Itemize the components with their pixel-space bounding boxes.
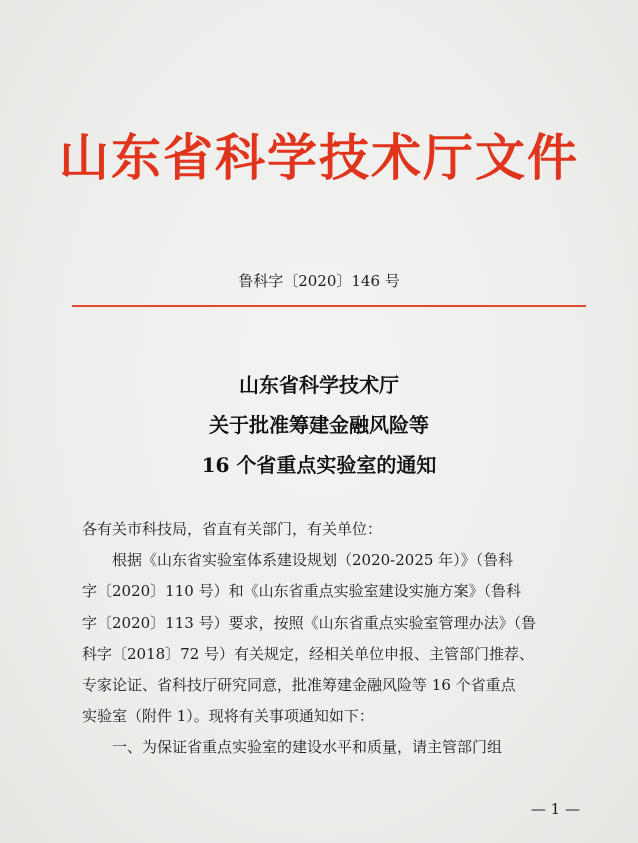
salutation: 各有关市科技局，省直有关部门，有关单位： (82, 520, 383, 538)
notice-title (0, 365, 638, 485)
page-number: — 1 — (530, 800, 580, 818)
red-separator-rule (72, 305, 586, 307)
body-line: 科字〔2018〕72 号）有关规定，经相关单位申报、主管部门推荐、 (82, 644, 535, 663)
title-line: 山东省科学技术厅 (239, 373, 399, 397)
body-line: 字〔2020〕110 号）和《山东省重点实验室建设实施方案》（鲁科 (82, 582, 522, 601)
body-line: 一、为保证省重点实验室的建设水平和质量，请主管部门组 (112, 738, 503, 757)
body-line: 专家论证、省科技厅研究同意，批准筹建金融风险等 16 个省重点 (82, 675, 516, 694)
masthead-title: 山东省科学技术厅文件 (59, 128, 579, 187)
document-number: 鲁科字〔2020〕146 号 (238, 272, 400, 290)
title-line: 关于批准筹建金融风险等 (209, 413, 429, 437)
notice-body (82, 514, 584, 764)
body-line: 字〔2020〕113 号）要求，按照《山东省重点实验室管理办法》（鲁 (82, 613, 537, 632)
title-line: 16 个省重点实验室的通知 (201, 453, 437, 477)
body-line: 实验室（附件 1）。现将有关事项通知如下： (82, 707, 374, 726)
body-line: 根据《山东省实验室体系建设规划（2020-2025 年）》（鲁科 (112, 551, 514, 570)
